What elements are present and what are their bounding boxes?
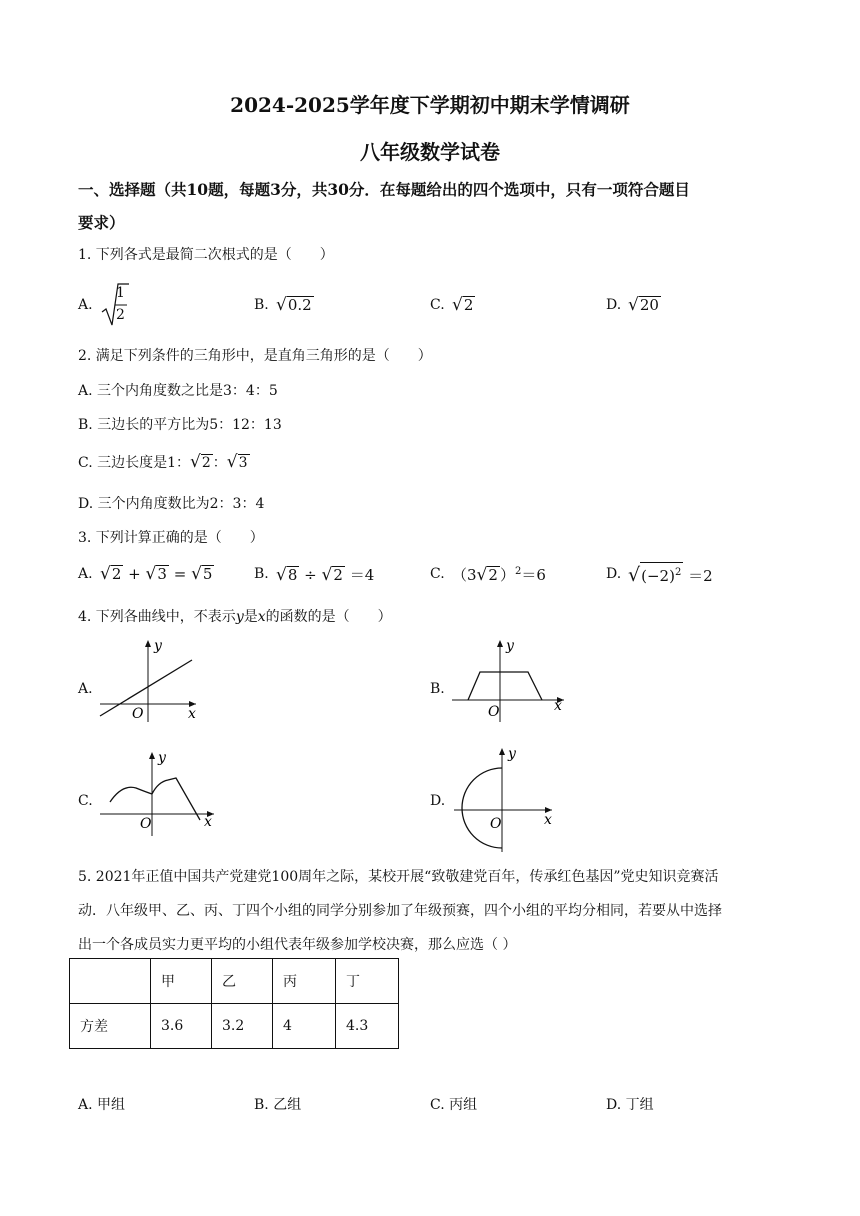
q3-b-divide: ÷ — [304, 566, 317, 584]
q1-d-radicand: 20 — [639, 296, 659, 314]
q4-option-a-label: A. — [78, 681, 93, 697]
variance-table — [69, 958, 399, 1049]
q4-graph-a — [96, 636, 206, 724]
q3-option-b: √8 ÷ √2 ＝4 — [276, 565, 375, 585]
q3-stem: 3. 下列计算正确的是（ ） — [78, 530, 264, 546]
origin-label: O — [488, 704, 500, 720]
q3-b-radicand-2: 2 — [333, 566, 343, 584]
q4-option-b-label: B. — [430, 681, 445, 697]
q3-c-close: ） — [499, 566, 515, 584]
axis-x-label: x — [544, 812, 552, 828]
q2-option-d: D. 三个内角度数比为2：3：4 — [78, 496, 265, 512]
axis-x-label: x — [554, 698, 562, 714]
q3-c-exponent: 2 — [514, 566, 522, 577]
table-cell: 4 — [273, 1004, 336, 1049]
axis-x-label: x — [204, 814, 212, 830]
q5-stem-line1: 5. 2021年正值中国共产党建党100周年之际，某校开展“致敬建党百年，传承红色基因”党史知识竞赛活 — [78, 869, 719, 885]
q2-option-b: B. 三边长的平方比为5：12：13 — [78, 417, 282, 433]
q4-var-x: x — [257, 609, 266, 625]
q4-stem — [78, 606, 392, 626]
q2-stem: 2. 满足下列条件的三角形中，是直角三角形的是（ ） — [78, 348, 432, 364]
q1-option-b-label: B. — [254, 297, 269, 313]
q3-d-result: ＝2 — [688, 567, 713, 585]
q4-stem-mid: 是 — [243, 609, 258, 625]
q3-option-c-label: C. — [430, 566, 445, 582]
q1-c-radicand: 2 — [463, 296, 474, 314]
q5-option-a: A. 甲组 — [78, 1097, 126, 1113]
q3-option-b-label: B. — [254, 566, 269, 582]
q3-c-radicand: 2 — [488, 566, 498, 584]
q3-b-radicand-1: 8 — [287, 566, 298, 584]
q2-c-radicand-2: 3 — [238, 455, 248, 471]
table-cell: 3.6 — [151, 1004, 212, 1049]
q4-stem-pre: 4. 下列各曲线中，不表示 — [78, 609, 236, 625]
axis-y-label: y — [506, 638, 514, 654]
q3-c-open: （3 — [452, 566, 477, 584]
q1-a-denominator: 2 — [116, 307, 125, 323]
q3-c-result: ＝6 — [521, 566, 546, 584]
q4-var-y: y — [235, 609, 244, 625]
q3-a-radicand-3: 5 — [202, 565, 213, 583]
q3-a-radicand-1: 2 — [111, 565, 122, 583]
table-header-cell: 甲 — [151, 959, 212, 1004]
axis-x-label: x — [188, 706, 196, 722]
q5-option-d: D. 丁组 — [606, 1097, 654, 1113]
table-header-cell: 乙 — [212, 959, 273, 1004]
q1-option-a-radical — [100, 282, 130, 332]
q1-option-d-label: D. — [606, 297, 622, 313]
q5-option-c: C. 丙组 — [430, 1097, 478, 1113]
origin-label: O — [140, 816, 152, 832]
table-cell: 3.2 — [212, 1004, 273, 1049]
exam-title: 2024-2025学年度下学期初中期末学情调研 — [230, 93, 630, 117]
q1-stem: 1. 下列各式是最简二次根式的是（ ） — [78, 247, 334, 263]
q5-option-b: B. 乙组 — [254, 1097, 302, 1113]
q3-d-exponent: 2 — [674, 567, 682, 578]
q1-option-c-label: C. — [430, 297, 445, 313]
q4-option-c-label: C. — [78, 793, 93, 809]
q4-stem-post: 的函数的是（ ） — [265, 609, 392, 625]
q2-c-separator: ： — [212, 455, 227, 471]
q5-stem-line2: 动．八年级甲、乙、丙、丁四个小组的同学分别参加了年级预赛，四个小组的平均分相同，若要从中选择 — [78, 903, 722, 919]
q3-a-equals: = — [173, 565, 187, 583]
table-cell: 4.3 — [336, 1004, 399, 1049]
table-header-cell: 丁 — [336, 959, 399, 1004]
q2-c-prefix: C. 三边长度是1： — [78, 455, 191, 471]
q3-option-d: $√(-2)^2 =2$ — [628, 564, 713, 586]
q3-option-d-label: D. — [606, 566, 622, 582]
q1-b-radicand: 0.2 — [287, 296, 312, 314]
q2-option-a: A. 三个内角度数之比是3：4：5 — [78, 383, 278, 399]
q3-option-c: （3√2 ）$^2$＝6 — [452, 565, 546, 585]
section-heading-line1: 一、选择题（共10题，每题3分，共30分．在每题给出的四个选项中，只有一项符合题目 — [78, 180, 690, 199]
q2-option-c: C. 三边长度是1：√2 ：√3 — [78, 452, 248, 472]
q3-option-a-label: A. — [78, 566, 93, 582]
axis-y-label: y — [154, 638, 162, 654]
q3-option-a: √2 + √3 = √5 — [100, 564, 213, 584]
exam-subtitle: 八年级数学试卷 — [360, 140, 500, 164]
q1-option-d: √20 — [628, 295, 659, 315]
axis-y-label: y — [158, 750, 166, 766]
q1-option-b: √0.2 — [276, 295, 312, 315]
q5-stem-line3: 出一个各成员实力更平均的小组代表年级参加学校决赛，那么应选（ ） — [78, 937, 517, 953]
table-header-row — [70, 959, 399, 1004]
q3-d-inner: (−2) — [641, 567, 675, 585]
q3-a-plus: + — [128, 565, 141, 583]
section-heading-line2: 要求） — [78, 213, 125, 232]
q3-b-result: ＝4 — [349, 566, 375, 584]
table-row-label: 方差 — [70, 1004, 151, 1049]
q1-option-a-label: A. — [78, 297, 93, 313]
q1-a-numerator: 1 — [116, 285, 125, 301]
table-row — [70, 1004, 399, 1049]
radical-fraction-icon — [100, 282, 130, 328]
q3-a-radicand-2: 3 — [157, 565, 167, 583]
q4-graph-c — [96, 748, 220, 838]
origin-label: O — [132, 706, 144, 722]
q1-option-c: √2 — [452, 295, 474, 315]
q4-option-d-label: D. — [430, 793, 446, 809]
table-header-cell — [70, 959, 151, 1004]
table-header-cell: 丙 — [273, 959, 336, 1004]
q4-graph-d — [450, 744, 560, 854]
q2-c-radicand-1: 2 — [201, 455, 211, 471]
origin-label: O — [490, 816, 502, 832]
q4-graph-b — [450, 636, 570, 724]
axis-y-label: y — [508, 746, 516, 762]
